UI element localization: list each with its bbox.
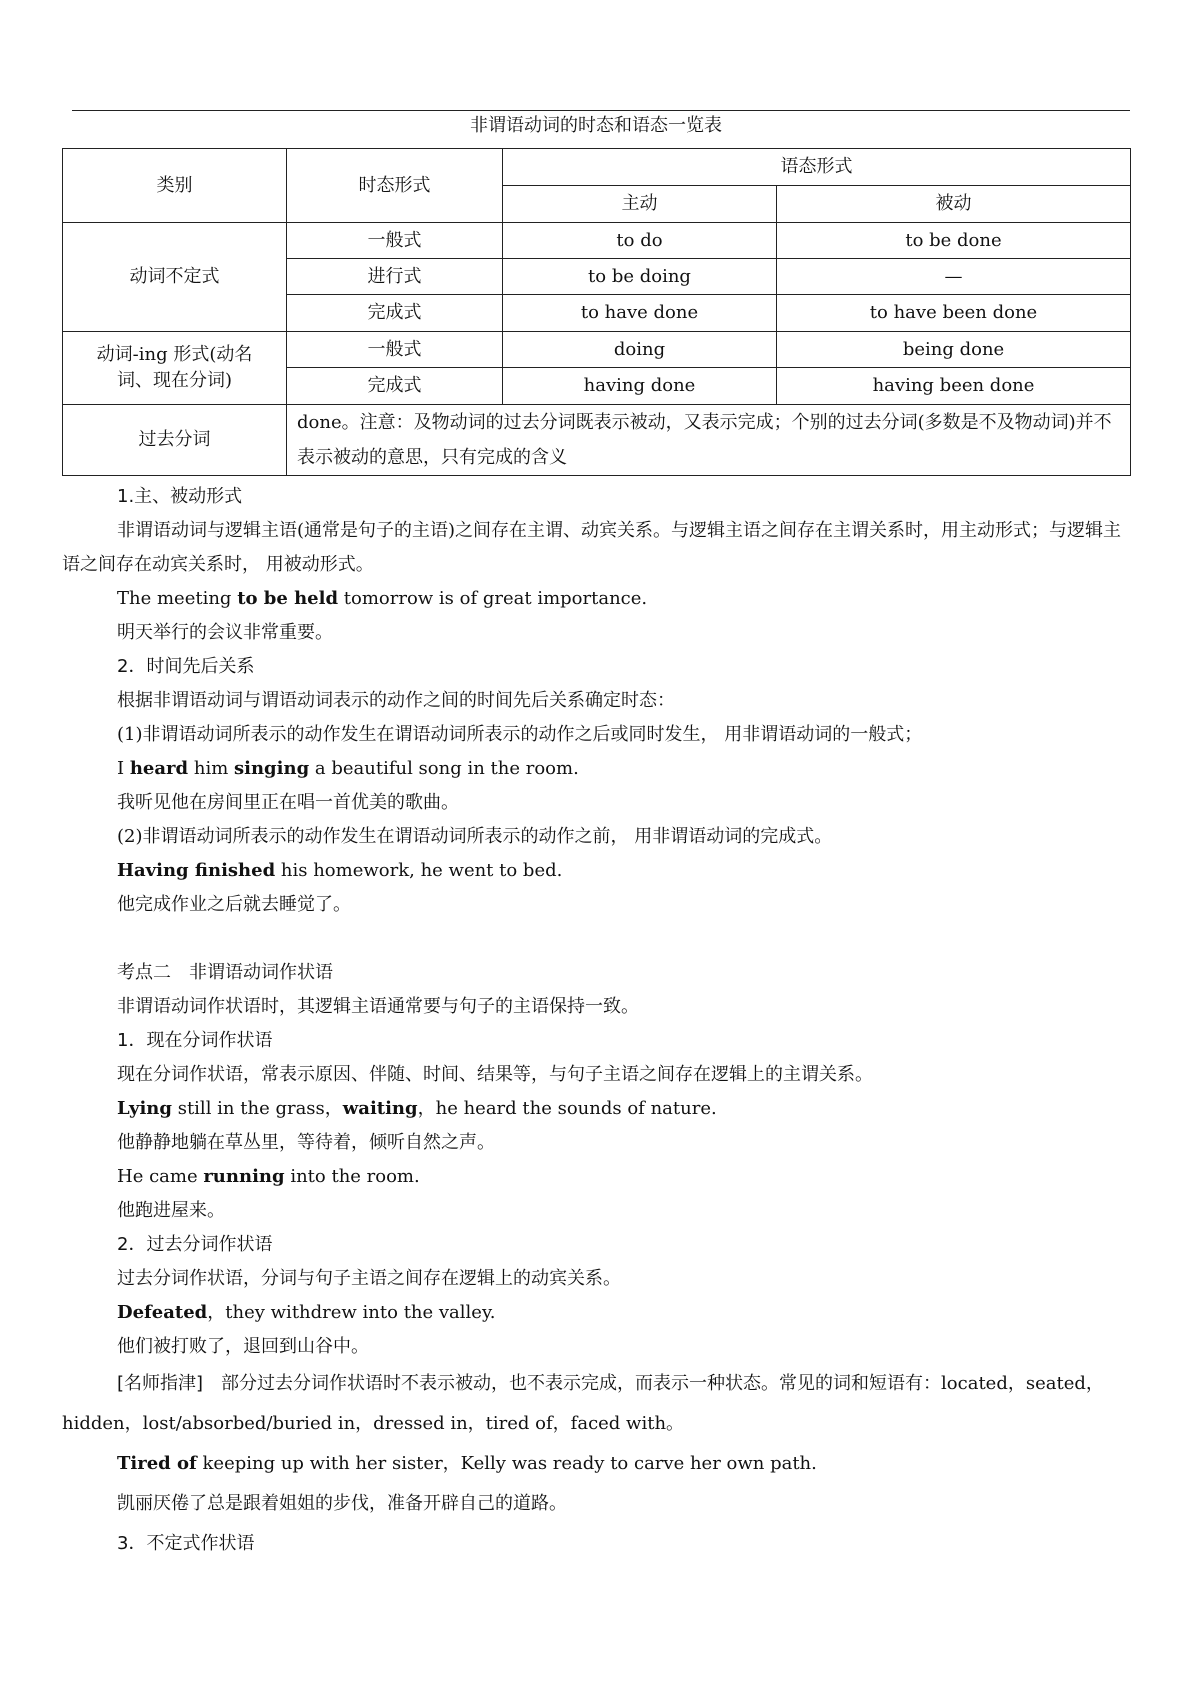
example-sentence: The meeting to be held tomorrow is of great importance.: [117, 588, 648, 609]
table-cell: having done: [503, 368, 777, 405]
table-cell: to do: [503, 223, 777, 259]
table-cell: doing: [503, 332, 777, 368]
row-label-ing-form: 动词-ing 形式(动名词、现在分词): [63, 332, 287, 405]
paragraph: 过去分词作状语，分词与句子主语之间存在逻辑上的动宾关系。: [117, 1268, 621, 1289]
example-sentence: He came running into the room.: [117, 1166, 420, 1187]
body-content: [62, 480, 1134, 1564]
example-sentence: Lying still in the grass，waiting，he heard the sounds of nature.: [117, 1098, 717, 1119]
table-cell: 一般式: [287, 223, 503, 259]
table-cell: to have been done: [777, 295, 1131, 332]
section-title: 考点二 非谓语动词作状语: [117, 962, 333, 983]
paragraph: (1)非谓语动词所表示的动作发生在谓语动词所表示的动作之后或同时发生， 用非谓语动词的一般式；: [117, 724, 923, 745]
top-rule: [72, 110, 1130, 111]
paragraph: 根据非谓语动词与谓语动词表示的动作之间的时间先后关系确定时态：: [117, 690, 675, 711]
section-title: 2．过去分词作状语: [117, 1234, 273, 1255]
row-label-infinitive: 动词不定式: [63, 223, 287, 332]
table-cell: to be doing: [503, 259, 777, 295]
teacher-tip: [名师指津] 部分过去分词作状语时不表示被动，也不表示完成，而表示一种状态。常见的词和短语有：located，seated，hidden，lost/absorbed/buried in，dressed in，tired of，faced with。: [62, 1373, 1104, 1434]
example-sentence: I heard him singing a beautiful song in the room.: [117, 758, 579, 779]
row-label-past-participle: 过去分词: [63, 405, 287, 476]
example-sentence: Defeated，they withdrew into the valley.: [117, 1302, 496, 1323]
tip-label: [名师指津]: [117, 1373, 204, 1394]
nonfinite-verb-table: [62, 148, 1131, 476]
table-cell: 一般式: [287, 332, 503, 368]
section-title: 3．不定式作状语: [117, 1533, 255, 1554]
header-active: 主动: [503, 186, 777, 223]
example-translation: 明天举行的会议非常重要。: [117, 622, 333, 643]
example-translation: 他静静地躺在草丛里，等待着，倾听自然之声。: [117, 1132, 495, 1153]
table-cell: to be done: [777, 223, 1131, 259]
example-translation: 他跑进屋来。: [117, 1200, 225, 1221]
table-cell: 进行式: [287, 259, 503, 295]
section-title: 1．现在分词作状语: [117, 1030, 273, 1051]
header-voice-form: 语态形式: [503, 149, 1131, 186]
example-sentence: Tired of keeping up with her sister，Kelly was ready to carve her own path.: [117, 1453, 817, 1474]
table-caption: 非谓语动词的时态和语态一览表: [470, 115, 722, 136]
example-translation: 我听见他在房间里正在唱一首优美的歌曲。: [117, 792, 459, 813]
table-cell: having been done: [777, 368, 1131, 405]
header-tense-form: 时态形式: [287, 149, 503, 223]
paragraph: 非谓语动词作状语时，其逻辑主语通常要与句子的主语保持一致。: [117, 996, 639, 1017]
example-translation: 凯丽厌倦了总是跟着姐姐的步伐，准备开辟自己的道路。: [117, 1493, 567, 1514]
header-category: 类别: [63, 149, 287, 223]
past-participle-note: done。注意：及物动词的过去分词既表示被动，又表示完成；个别的过去分词(多数是不及物动词)并不表示被动的意思，只有完成的含义: [287, 405, 1131, 476]
example-translation: 他们被打败了，退回到山谷中。: [117, 1336, 369, 1357]
example-sentence: Having finished his homework, he went to bed.: [117, 860, 563, 881]
table-cell: to have done: [503, 295, 777, 332]
table-cell: —: [777, 259, 1131, 295]
example-translation: 他完成作业之后就去睡觉了。: [117, 894, 351, 915]
header-passive: 被动: [777, 186, 1131, 223]
table-cell: being done: [777, 332, 1131, 368]
paragraph: 非谓语动词与逻辑主语(通常是句子的主语)之间存在主谓、动宾关系。与逻辑主语之间存在主谓关系时，用主动形式；与逻辑主语之间存在动宾关系时， 用被动形式。: [62, 520, 1122, 575]
section-title: 1.主、被动形式: [117, 486, 243, 507]
section-title: 2．时间先后关系: [117, 656, 255, 677]
table-cell: 完成式: [287, 368, 503, 405]
table-cell: 完成式: [287, 295, 503, 332]
paragraph: 现在分词作状语，常表示原因、伴随、时间、结果等，与句子主语之间存在逻辑上的主谓关系。: [117, 1064, 873, 1085]
paragraph: (2)非谓语动词所表示的动作发生在谓语动词所表示的动作之前， 用非谓语动词的完成式。: [117, 826, 833, 847]
